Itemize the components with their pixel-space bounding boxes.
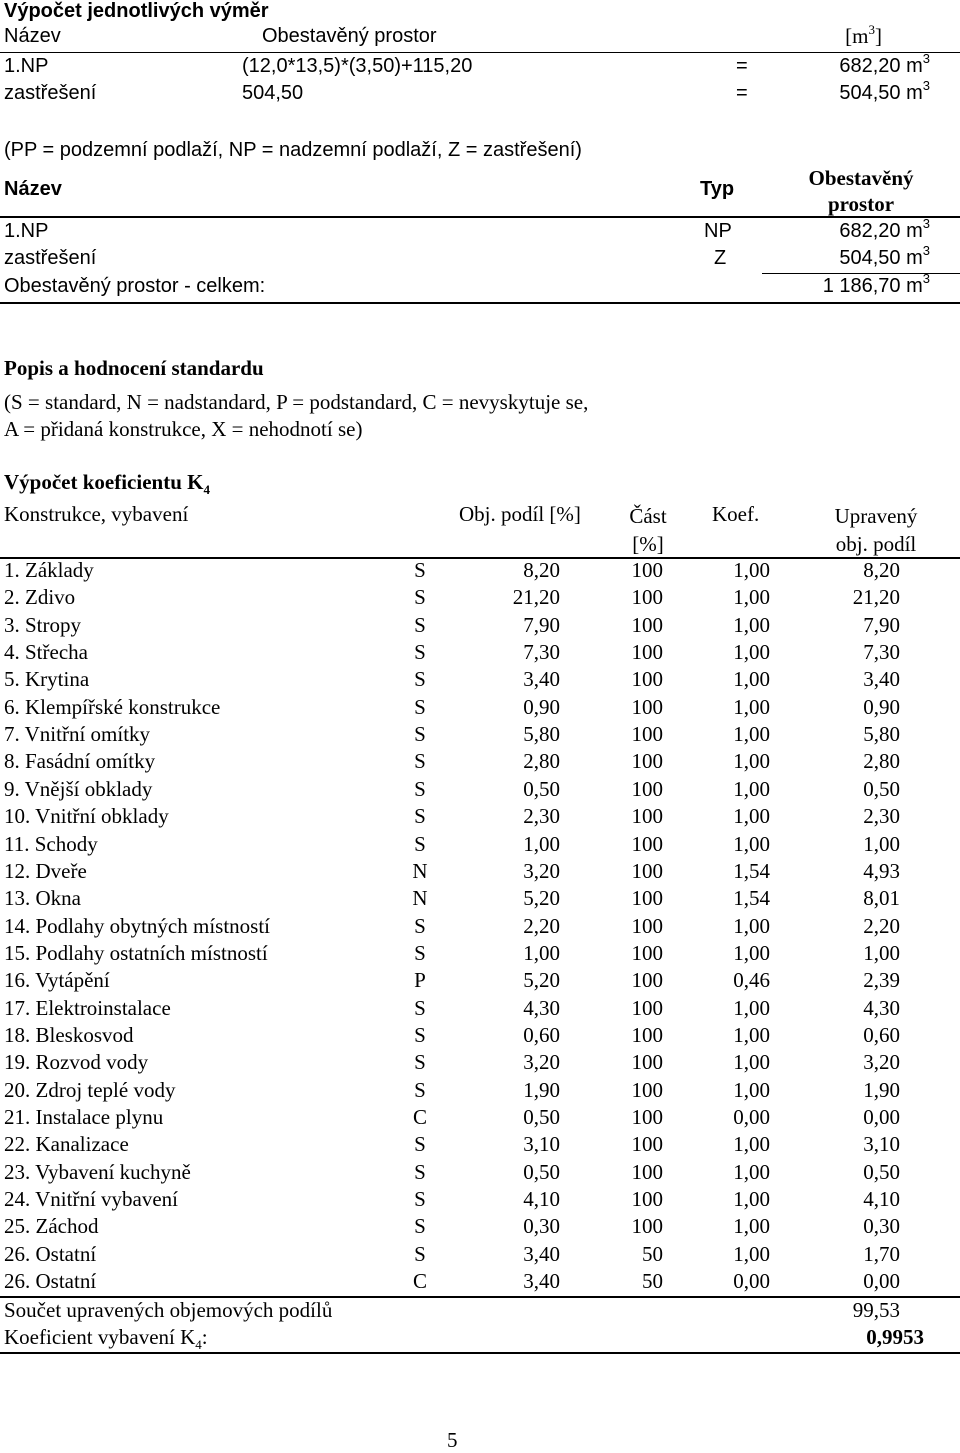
k4-cell-part: 50 [642, 1241, 663, 1266]
k4-cell-standard: S [414, 1241, 426, 1266]
legend-standard-2: A = přidaná konstrukce, X = nehodnotí se) [4, 417, 363, 441]
legend-standard-1: (S = standard, N = nadstandard, P = podstandard, C = nevyskytuje se, [4, 390, 589, 414]
k4-cell-adjusted: 3,10 [863, 1132, 900, 1157]
k4-cell-part: 100 [631, 804, 663, 829]
k4-cell-adjusted: 0,00 [863, 1269, 900, 1294]
k4-cell-adjusted: 1,00 [863, 940, 900, 965]
value-text: 504,50 m [839, 82, 923, 104]
k4-cell-share: 0,60 [523, 1022, 560, 1047]
k4-cell-standard: S [414, 804, 426, 829]
table-row [0, 1132, 960, 1159]
value-sup: 3 [922, 78, 930, 94]
k4-cell-coef: 1,00 [733, 1214, 770, 1239]
k4-cell-construction: 8. Fasádní omítky [4, 749, 156, 774]
k4-cell-share: 2,30 [523, 804, 560, 829]
k4-cell-construction: 17. Elektroinstalace [4, 995, 171, 1020]
k4-cell-adjusted: 4,30 [863, 995, 900, 1020]
k4-cell-adjusted: 3,20 [863, 1050, 900, 1075]
k4-header-part-line2: [%] [632, 532, 664, 556]
k4-cell-standard: S [414, 1214, 426, 1239]
table-row [0, 1160, 960, 1187]
k4-cell-adjusted: 8,01 [863, 886, 900, 911]
k4-cell-coef: 1,00 [733, 667, 770, 692]
k4-cell-construction: 16. Vytápění [4, 968, 110, 993]
unit-sup: 3 [868, 22, 875, 37]
k4-cell-adjusted: 2,80 [863, 749, 900, 774]
k4-header-construction: Konstrukce, vybavení [4, 502, 189, 526]
summary-header-value-line1: Obestavěný [808, 166, 914, 190]
k4-cell-standard: S [414, 776, 426, 801]
k4-cell-coef: 1,00 [733, 722, 770, 747]
k4-cell-part: 100 [631, 1022, 663, 1047]
k4-cell-part: 100 [631, 776, 663, 801]
k4-cell-adjusted: 5,80 [863, 722, 900, 747]
value-text: 1 186,70 m [822, 275, 923, 297]
k4-coef-label [4, 1325, 208, 1353]
summary-header-name: Název [4, 178, 62, 200]
k4-cell-standard: S [414, 558, 426, 582]
k4-cell-share: 3,40 [523, 1241, 560, 1266]
k4-cell-part: 100 [631, 831, 663, 856]
k4-header-share: Obj. podíl [%] [459, 502, 581, 526]
subtotal-line [762, 273, 960, 274]
table-row [0, 1105, 960, 1132]
k4-cell-share: 7,30 [523, 640, 560, 665]
k4-cell-part: 100 [631, 940, 663, 965]
k4-cell-adjusted: 2,39 [863, 968, 900, 993]
k4-cell-coef: 1,00 [733, 1077, 770, 1102]
k4-cell-adjusted: 0,50 [863, 776, 900, 801]
table-row [0, 1078, 960, 1105]
k4-cell-standard: S [414, 640, 426, 665]
k4-cell-construction: 10. Vnitřní obklady [4, 804, 169, 829]
k4-cell-standard: S [414, 1050, 426, 1075]
summary-total-value [822, 271, 930, 298]
k4-cell-share: 3,40 [523, 667, 560, 692]
k4-cell-coef: 1,00 [733, 749, 770, 774]
k4-cell-adjusted: 8,20 [863, 558, 900, 582]
k4-cell-adjusted: 0,90 [863, 694, 900, 719]
k4-cell-construction: 1. Základy [4, 558, 94, 582]
k4-cell-coef: 1,00 [733, 995, 770, 1020]
k4-cell-part: 50 [642, 1269, 663, 1294]
k4-cell-adjusted: 2,30 [863, 804, 900, 829]
k4-cell-coef: 1,00 [733, 1022, 770, 1047]
k4-cell-coef: 1,00 [733, 694, 770, 719]
value-text: 682,20 m [839, 220, 923, 242]
summary-header-type: Typ [700, 178, 735, 200]
k4-cell-part: 100 [631, 585, 663, 610]
k4-cell-share: 4,10 [523, 1187, 560, 1212]
k4-cell-construction: 7. Vnitřní omítky [4, 722, 151, 747]
k4-title-text: Výpočet koeficientu K [4, 470, 204, 494]
k4-cell-standard: S [414, 995, 426, 1020]
k4-cell-part: 100 [631, 640, 663, 665]
k4-cell-part: 100 [631, 722, 663, 747]
table-row [0, 996, 960, 1023]
k4-cell-construction: 26. Ostatní [4, 1241, 97, 1266]
summary-header-value [786, 165, 936, 217]
k4-cell-coef: 1,00 [733, 1159, 770, 1184]
k4-cell-share: 3,20 [523, 858, 560, 883]
k4-cell-construction: 9. Vnější obklady [4, 776, 153, 801]
k4-header-adjusted [818, 502, 934, 558]
k4-cell-coef: 0,00 [733, 1269, 770, 1294]
k4-cell-coef: 1,00 [733, 1050, 770, 1075]
k4-cell-part: 100 [631, 968, 663, 993]
column-header-obestaveny: Obestavěný prostor [262, 25, 437, 47]
k4-cell-standard: N [412, 858, 428, 883]
summary-value-2 [839, 243, 930, 270]
k4-title-sub: 4 [203, 482, 210, 498]
k4-cell-coef: 1,00 [733, 640, 770, 665]
k4-cell-construction: 19. Rozvod vody [4, 1050, 149, 1075]
k4-cell-standard: P [414, 968, 426, 993]
k4-cell-share: 3,10 [523, 1132, 560, 1157]
k4-cell-standard: S [414, 749, 426, 774]
value-sup: 3 [922, 271, 930, 287]
k4-cell-adjusted: 2,20 [863, 913, 900, 938]
k4-cell-standard: S [414, 722, 426, 747]
table-row [0, 886, 960, 913]
vymera-formula-2: 504,50 [242, 82, 304, 104]
value-sup: 3 [922, 51, 930, 67]
divider [0, 302, 960, 304]
table-row [0, 1050, 960, 1077]
k4-cell-construction: 5. Krytina [4, 667, 90, 692]
k4-cell-standard: S [414, 913, 426, 938]
k4-cell-share: 0,50 [523, 1159, 560, 1184]
k4-cell-share: 0,30 [523, 1214, 560, 1239]
value-text: 682,20 m [839, 55, 923, 77]
k4-cell-adjusted: 0,30 [863, 1214, 900, 1239]
value-sup: 3 [922, 216, 930, 232]
k4-cell-share: 0,90 [523, 694, 560, 719]
k4-cell-part: 100 [631, 1077, 663, 1102]
table-row [0, 585, 960, 612]
k4-title [4, 470, 210, 498]
vymera-eq-1: = [736, 55, 748, 77]
k4-cell-adjusted: 1,00 [863, 831, 900, 856]
k4-coef-value: 0,9953 [866, 1325, 924, 1349]
coef-label-colon: : [201, 1325, 208, 1349]
table-row [0, 695, 960, 722]
k4-cell-part: 100 [631, 667, 663, 692]
k4-cell-share: 5,20 [523, 968, 560, 993]
unit-close: ] [875, 24, 882, 48]
legend-podlazi: (PP = podzemní podlaží, NP = nadzemní podlaží, Z = zastřešení) [4, 139, 582, 161]
k4-cell-construction: 14. Podlahy obytných místností [4, 913, 271, 938]
summary-header-value-line2: prostor [827, 192, 895, 216]
summary-total-label: Obestavěný prostor - celkem: [4, 275, 266, 297]
table-row [0, 859, 960, 886]
k4-cell-share: 1,00 [523, 831, 560, 856]
k4-cell-adjusted: 7,30 [863, 640, 900, 665]
k4-cell-standard: S [414, 1077, 426, 1102]
k4-cell-coef: 1,00 [733, 612, 770, 637]
k4-cell-construction: 4. Střecha [4, 640, 88, 665]
k4-cell-construction: 2. Zdivo [4, 585, 76, 610]
k4-cell-standard: S [414, 831, 426, 856]
unit-text: [m [845, 24, 869, 48]
summary-type-1: NP [704, 220, 732, 242]
table-row [0, 640, 960, 667]
k4-header-part [620, 502, 676, 558]
k4-cell-standard: S [414, 1132, 426, 1157]
k4-cell-adjusted: 1,90 [863, 1077, 900, 1102]
table-row [0, 914, 960, 941]
table-row [0, 1187, 960, 1214]
k4-cell-adjusted: 7,90 [863, 612, 900, 637]
k4-cell-coef: 0,46 [733, 968, 770, 993]
table-row [0, 613, 960, 640]
k4-cell-share: 2,80 [523, 749, 560, 774]
k4-cell-share: 0,50 [523, 1105, 560, 1129]
k4-cell-construction: 25. Záchod [4, 1214, 99, 1239]
k4-cell-part: 100 [631, 1187, 663, 1212]
k4-cell-construction: 3. Stropy [4, 612, 82, 637]
table-row [0, 749, 960, 776]
table-row [0, 722, 960, 749]
k4-cell-share: 1,00 [523, 940, 560, 965]
k4-cell-construction: 13. Okna [4, 886, 81, 911]
k4-cell-adjusted: 0,00 [863, 1105, 900, 1129]
k4-cell-coef: 0,00 [733, 1105, 770, 1129]
k4-cell-construction: 22. Kanalizace [4, 1132, 129, 1157]
k4-cell-standard: S [414, 940, 426, 965]
k4-cell-coef: 1,00 [733, 1241, 770, 1266]
vymera-formula-1: (12,0*13,5)*(3,50)+115,20 [242, 55, 473, 77]
k4-cell-coef: 1,00 [733, 1132, 770, 1157]
table-row [0, 1269, 960, 1296]
column-header-name: Název [4, 25, 61, 47]
k4-cell-construction: 26. Ostatní [4, 1269, 97, 1294]
k4-cell-part: 100 [631, 694, 663, 719]
k4-cell-standard: S [414, 694, 426, 719]
k4-cell-standard: C [412, 1105, 427, 1129]
k4-cell-standard: S [414, 612, 426, 637]
k4-cell-part: 100 [631, 886, 663, 911]
k4-cell-share: 1,90 [523, 1077, 560, 1102]
k4-cell-construction: 21. Instalace plynu [4, 1105, 164, 1129]
k4-cell-coef: 1,00 [733, 1187, 770, 1212]
k4-cell-adjusted: 3,40 [863, 667, 900, 692]
k4-cell-construction: 11. Schody [4, 831, 98, 856]
table-row [0, 968, 960, 995]
summary-type-2: Z [714, 247, 727, 269]
k4-cell-part: 100 [631, 1050, 663, 1075]
k4-cell-standard: S [414, 1187, 426, 1212]
k4-cell-construction: 20. Zdroj teplé vody [4, 1077, 176, 1102]
k4-cell-share: 3,40 [523, 1269, 560, 1294]
vymera-eq-2: = [736, 82, 748, 104]
k4-cell-standard: S [414, 1022, 426, 1047]
k4-cell-adjusted: 1,70 [863, 1241, 900, 1266]
k4-cell-standard: N [412, 886, 428, 911]
k4-header-adjusted-line2: obj. podíl [835, 532, 917, 556]
divider [0, 216, 960, 218]
k4-cell-share: 5,80 [523, 722, 560, 747]
table-row [0, 941, 960, 968]
k4-cell-coef: 1,54 [733, 886, 770, 911]
k4-cell-part: 100 [631, 749, 663, 774]
k4-header-coef: Koef. [712, 502, 760, 526]
k4-cell-part: 100 [631, 1159, 663, 1184]
k4-header-part-line1: Část [629, 504, 667, 528]
k4-cell-standard: S [414, 585, 426, 610]
k4-cell-construction: 24. Vnitřní vybavení [4, 1187, 179, 1212]
k4-cell-standard: C [412, 1269, 427, 1294]
k4-cell-part: 100 [631, 558, 663, 582]
table-row [0, 1023, 960, 1050]
table-row [0, 1242, 960, 1269]
value-text: 504,50 m [839, 247, 923, 269]
section-title-standard: Popis a hodnocení standardu [4, 356, 264, 380]
vymera-name-1: 1.NP [4, 55, 49, 77]
k4-cell-share: 8,20 [523, 558, 560, 582]
k4-cell-coef: 1,54 [733, 858, 770, 883]
k4-cell-share: 2,20 [523, 913, 560, 938]
summary-value-1 [839, 216, 930, 243]
k4-cell-construction: 18. Bleskosvod [4, 1022, 134, 1047]
value-sup: 3 [922, 243, 930, 259]
k4-cell-adjusted: 0,50 [863, 1159, 900, 1184]
vymera-value-1 [839, 51, 930, 78]
summary-name-2: zastřešení [4, 247, 97, 269]
k4-cell-coef: 1,00 [733, 558, 770, 582]
k4-cell-share: 5,20 [523, 886, 560, 911]
table-row [0, 558, 960, 585]
k4-cell-construction: 23. Vybavení kuchyně [4, 1159, 191, 1184]
k4-cell-construction: 15. Podlahy ostatních místností [4, 940, 268, 965]
k4-cell-coef: 1,00 [733, 940, 770, 965]
column-header-unit [845, 24, 882, 49]
k4-sum-label: Součet upravených objemových podílů [4, 1298, 333, 1322]
k4-cell-part: 100 [631, 858, 663, 883]
table-row [0, 777, 960, 804]
table-row [0, 832, 960, 859]
k4-cell-adjusted: 21,20 [852, 585, 900, 610]
k4-cell-coef: 1,00 [733, 913, 770, 938]
k4-cell-share: 7,90 [523, 612, 560, 637]
k4-cell-coef: 1,00 [733, 804, 770, 829]
table-row [0, 804, 960, 831]
table-row [0, 667, 960, 694]
k4-cell-part: 100 [631, 913, 663, 938]
k4-cell-coef: 1,00 [733, 831, 770, 856]
summary-name-1: 1.NP [4, 220, 49, 242]
page-number: 5 [447, 1428, 458, 1452]
coef-label-sub: 4 [195, 1337, 202, 1353]
k4-cell-adjusted: 4,93 [863, 858, 900, 883]
k4-cell-standard: S [414, 667, 426, 692]
k4-cell-construction: 6. Klempířské konstrukce [4, 694, 221, 719]
k4-cell-share: 3,20 [523, 1050, 560, 1075]
divider [0, 1352, 960, 1354]
vymera-name-2: zastřešení [4, 82, 97, 104]
vymera-value-2 [839, 78, 930, 105]
k4-cell-share: 21,20 [512, 585, 560, 610]
table-row [0, 1214, 960, 1241]
k4-cell-coef: 1,00 [733, 585, 770, 610]
k4-cell-coef: 1,00 [733, 776, 770, 801]
k4-cell-standard: S [414, 1159, 426, 1184]
k4-cell-share: 4,30 [523, 995, 560, 1020]
k4-cell-adjusted: 0,60 [863, 1022, 900, 1047]
divider [0, 52, 960, 53]
k4-header-adjusted-line1: Upravený [834, 504, 918, 528]
coef-label-text: Koeficient vybavení K [4, 1325, 196, 1349]
section-title-vymery: Výpočet jednotlivých výměr [4, 0, 269, 22]
k4-sum-value: 99,53 [852, 1298, 900, 1322]
k4-cell-part: 100 [631, 995, 663, 1020]
k4-cell-adjusted: 4,10 [863, 1187, 900, 1212]
k4-cell-part: 100 [631, 1105, 663, 1129]
k4-cell-construction: 12. Dveře [4, 858, 87, 883]
k4-cell-part: 100 [631, 1214, 663, 1239]
k4-cell-part: 100 [631, 612, 663, 637]
k4-cell-share: 0,50 [523, 776, 560, 801]
k4-cell-part: 100 [631, 1132, 663, 1157]
